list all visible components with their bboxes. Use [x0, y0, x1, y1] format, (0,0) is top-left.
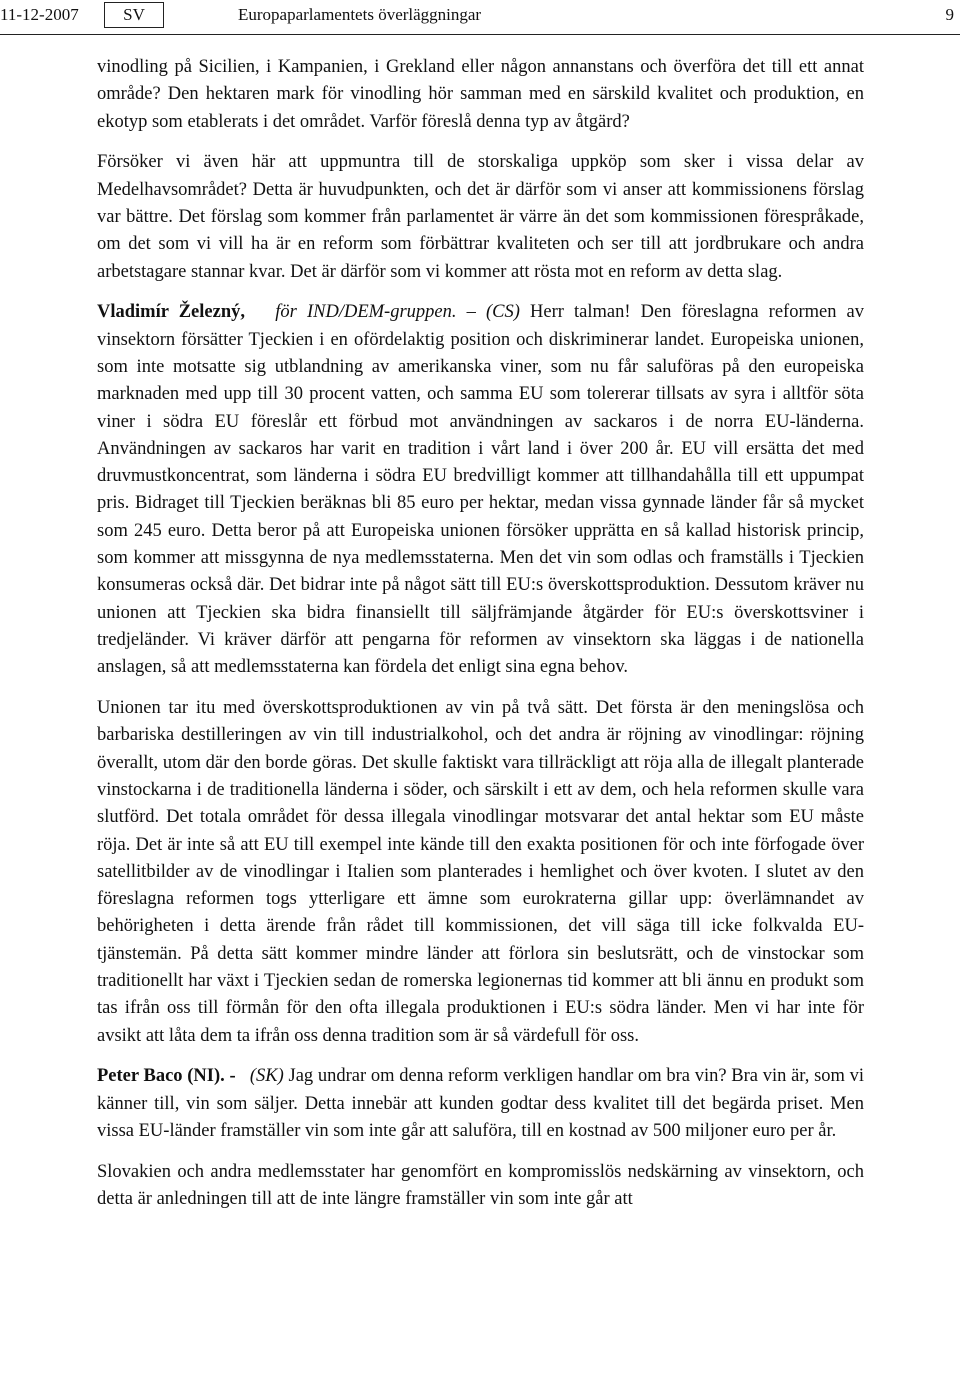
debate-text — [97, 54, 864, 1227]
speech-zelezny — [97, 299, 864, 681]
paragraph: Slovakien och andra medlemsstater har genomfört en kompromisslös nedskärning av vinsektorn, och detta är anledningen till att de inte längre framställer vin som inte går att — [97, 1161, 864, 1210]
language-badge: SV — [104, 2, 164, 28]
header-date: 11-12-2007 — [0, 5, 79, 24]
paragraph: Försöker vi även här att uppmuntra till de storskaliga uppköp som sker i vissa delar av Medelhavsområdet? Detta är huvudpunkten, och det är därför som vi anser att kommissionens förslag var bättre. Det förslag som kommer från parlamentet är värre än det som kommissionen förespråkade, om det som vi vill ha är en reform som förbättrar kvaliteten och ser till att jordbrukare och andra arbetstagare stannar kvar. Det är därför som vi kommer att rösta mot en reform av detta slag. — [97, 152, 864, 282]
speech-language: (SK) — [249, 1066, 284, 1087]
speaker-group: för IND/DEM-gruppen. – — [275, 302, 476, 323]
paragraph: vinodling på Sicilien, i Kampanien, i Grekland eller någon annanstans och överföra det till ett annat område? Den hektaren mark för vinodling hör samman med en särskild kvalitet och produktion, en ekotyp som etablerats i det området. Varför föreslå denna typ av åtgärd? — [97, 57, 864, 132]
speech-language: (CS) — [485, 302, 520, 323]
speaker-name: Peter Baco (NI). - — [97, 1066, 236, 1087]
paragraph: Unionen tar itu med överskottsproduktionen av vin på två sätt. Det första är den meningslösa och barbariska destilleringen av vin till industrialkohol, och det andra är röjning av vinodlingar: röjning överallt, utom där den borde göras. Det skulle faktiskt vara tillräckligt att röja alla de illegalt planterade vinstockarna i de traditionella länderna i söder, och särskilt i ett av dem, och hela reformen skulle vara slutförd. Det totala området för dessa illegala vinodlingar motsvarar det antal hektar som EU måste röja. Det är inte så att EU till exempel inte kände till den exakta positionen för och inte förfogade över satellitbilder av de vinodlingar i Italien som planterades i hemlighet och över kvoten. I slutet av den föreslagna reformen togs ytterligare ett ämne som eurokraterna gillar upp: överlämnandet av behörigheten i detta ärende från rådet till kommissionen, det vill säga till icke folkvalda EU-tjänstemän. På detta sätt kommer mindre länder att förlora sin beslutsrätt, och de vinstockar som traditionellt har växt i Tjeckien sedan de romerska legionernas tid kommer att bli ännu en produkt som tas ifrån oss till förmån för den ofta illegala produktionen i EU:s södra länder. Men vi har inte för avsikt att låta dem ta ifrån oss denna tradition som är så värdefull för oss. — [97, 698, 864, 1046]
page-header — [0, 0, 960, 35]
speech-text: Jag undrar om denna reform verkligen handlar om bra vin? Bra vin är, som vi känner till, vin som säljer. Detta innebär att kunden godtar dess kvalitet till det begärda priset. Men vissa EU-länder framställer vin som inte går att saluföra, till en kostnad av 500 miljoner euro per år. — [97, 1066, 865, 1141]
header-title: Europaparlamentets överläggningar — [238, 5, 482, 24]
page-number: 9 — [945, 5, 954, 24]
speech-baco — [97, 1063, 864, 1145]
speech-text: Herr talman! Den föreslagna reformen av vinsektorn försätter Tjeckien i en ofördelaktig position och diskriminerar landet. Europeiska unionen, som inte motsatte sig utblandning av amerikanska viner, som nu får saluföras på den europeiska marknaden med upp till 30 procent vatten, och samma EU som tolererar tillsats av syra i alltför söta viner i södra EU föreslår ett förbud mot användningen av sackaros i de norra EU-länderna. Användningen av sackaros har varit en tradition i vårt land i över 200 år. EU vill ersätta det med druvmustkoncentrat, som länderna i södra EU bredvilligt kommer att tillhandahålla till ett uppumpat pris. Bidraget till Tjeckien beräknas bli 85 euro per hektar, medan vissa gynnade länder får så mycket som 245 euro. Detta beror på att Europeiska unionen försöker upprätta en så kallad historisk princip, som kommer att missgynna de nya medlemsstaterna. Men det vin som odlas och framställs i Tjeckien konsumeras också där. Det bidrar inte på något sätt till EU:s överskottsproduktion. Dessutom kräver nu unionen att Tjeckien ska bidra finansiellt till säljfrämjande åtgärder för EU:s överskottsviner i tredjeländer. Vi kräver därför att pengarna för reformen av vinsektorn ska läggas i de nationella anslagen, så att medlemsstaterna kan fördela det enligt sina egna behov. — [97, 302, 865, 678]
speaker-name: Vladimír Železný, — [97, 302, 245, 323]
